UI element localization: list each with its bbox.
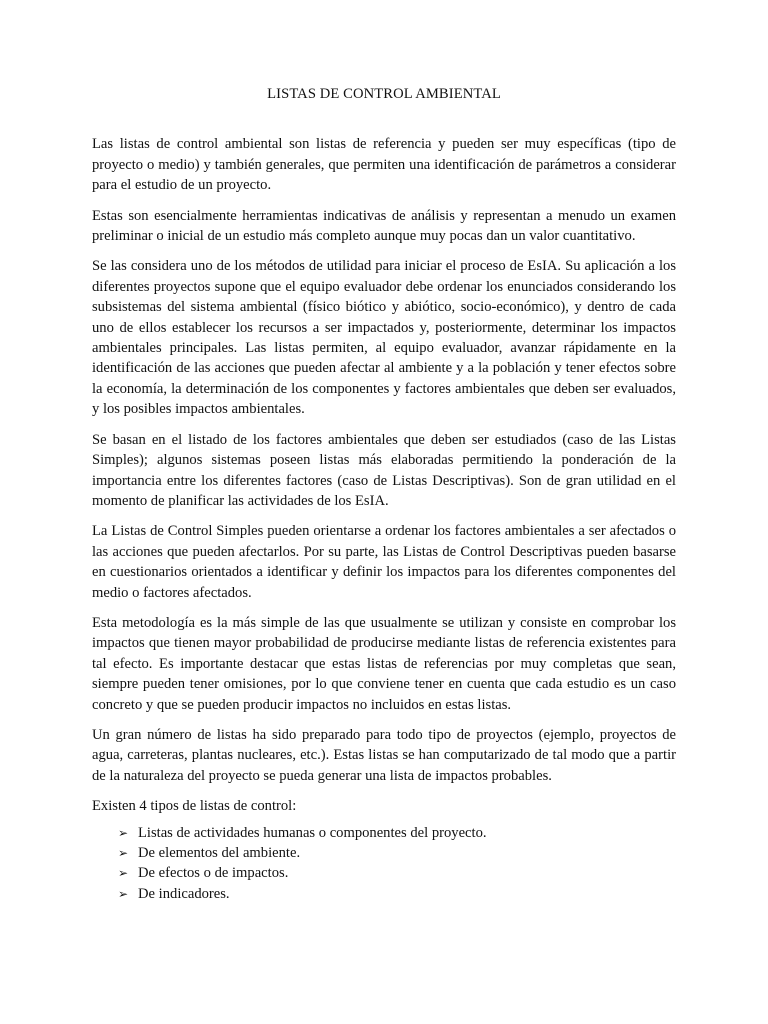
list-types-of-checklists [92,823,676,905]
list-item-text: Listas de actividades humanas o componentes del proyecto. [138,824,487,841]
list-item [118,863,676,883]
list-item-text: De indicadores. [138,885,230,902]
list-item [118,884,676,904]
paragraph-indicative-tools: Estas son esencialmente herramientas indicativas de análisis y representan a menudo un examen preliminar o inicial de un estudio más completo aunque muy pocas dan un valor cuantitativo. [92,207,676,245]
arrowhead-bullet-icon: ➢ [118,866,129,881]
page-title: LISTAS DE CONTROL AMBIENTAL [267,86,501,102]
list-item [118,823,676,843]
paragraph-intro: Las listas de control ambiental son listas de referencia y pueden ser muy específicas (tipo de proyecto o medio) y también generales, que permiten una identificación de parámetros a considerar para el estudio de un proyecto. [92,136,676,194]
paragraph-methodology: Esta metodología es la más simple de las que usualmente se utilizan y consiste en comprobar los impactos que tienen mayor probabilidad de producirse mediante listas de referencia existentes para tal efecto. Es importante destacar que estas listas de referencias por muy completas que sean, siempre pueden tener omisiones, por lo que conviene tener en cuenta que cada estudio es un caso concreto y que se pueden producir impactos no incluidos en estas listas. [92,614,676,713]
list-item-text: De elementos del ambiente. [138,845,301,861]
paragraph-computerized-lists: Un gran número de listas ha sido preparado para todo tipo de proyectos (ejemplo, proyectos de agua, carreteras, plantas nucleares, etc.). Estas listas se han computarizado de tal modo que a partir de la naturaleza del proyecto se pueda generar una lista de impactos probables. [92,726,676,784]
paragraph-list-types-intro: Existen 4 tipos de listas de control: [92,798,297,815]
arrowhead-bullet-icon: ➢ [118,886,129,901]
list-item-text: De efectos o de impactos. [138,865,289,882]
paragraph-simple-descriptive: La Listas de Control Simples pueden orientarse a ordenar los factores ambientales a ser afectados o las acciones que pueden afectarlos. Por su parte, las Listas de Control Descriptivas pueden basarse en cuestionarios orientados a identificar y definir los impactos para los diferentes componentes del medio o factores afectados. [92,523,676,601]
arrowhead-bullet-icon: ➢ [118,825,129,840]
list-item [118,843,676,863]
arrowhead-bullet-icon: ➢ [118,846,129,860]
paragraph-factor-listing: Se basan en el listado de los factores ambientales que deben ser estudiados (caso de las Listas Simples); algunos sistemas poseen listas más elaboradas permitiendo la ponderación de la importancia entre los diferentes factores (caso de Listas Descriptivas). Son de gran utilidad en el momento de planificar las actividades de los EsIA. [92,431,676,509]
paragraph-esia-methods: Se las considera uno de los métodos de utilidad para iniciar el proceso de EsIA. Su aplicación a los diferentes proyectos supone que el equipo evaluador debe ordenar los enunciados considerando los subsistemas del sistema ambiental (físico biótico y abiótico, socio-económico), y dentro de cada uno de ellos establecer los recursos a ser impactados y, posteriormente, determinar los impactos ambientales principales. Las listas permiten, al equipo evaluador, avanzar rápidamente en la identificación de las acciones que pueden afectar al ambiente y a la población y tener efectos sobre la economía, la determinación de los componentes y factores ambientales que deben ser evaluados, y los posibles impactos ambientales. [92,258,676,418]
